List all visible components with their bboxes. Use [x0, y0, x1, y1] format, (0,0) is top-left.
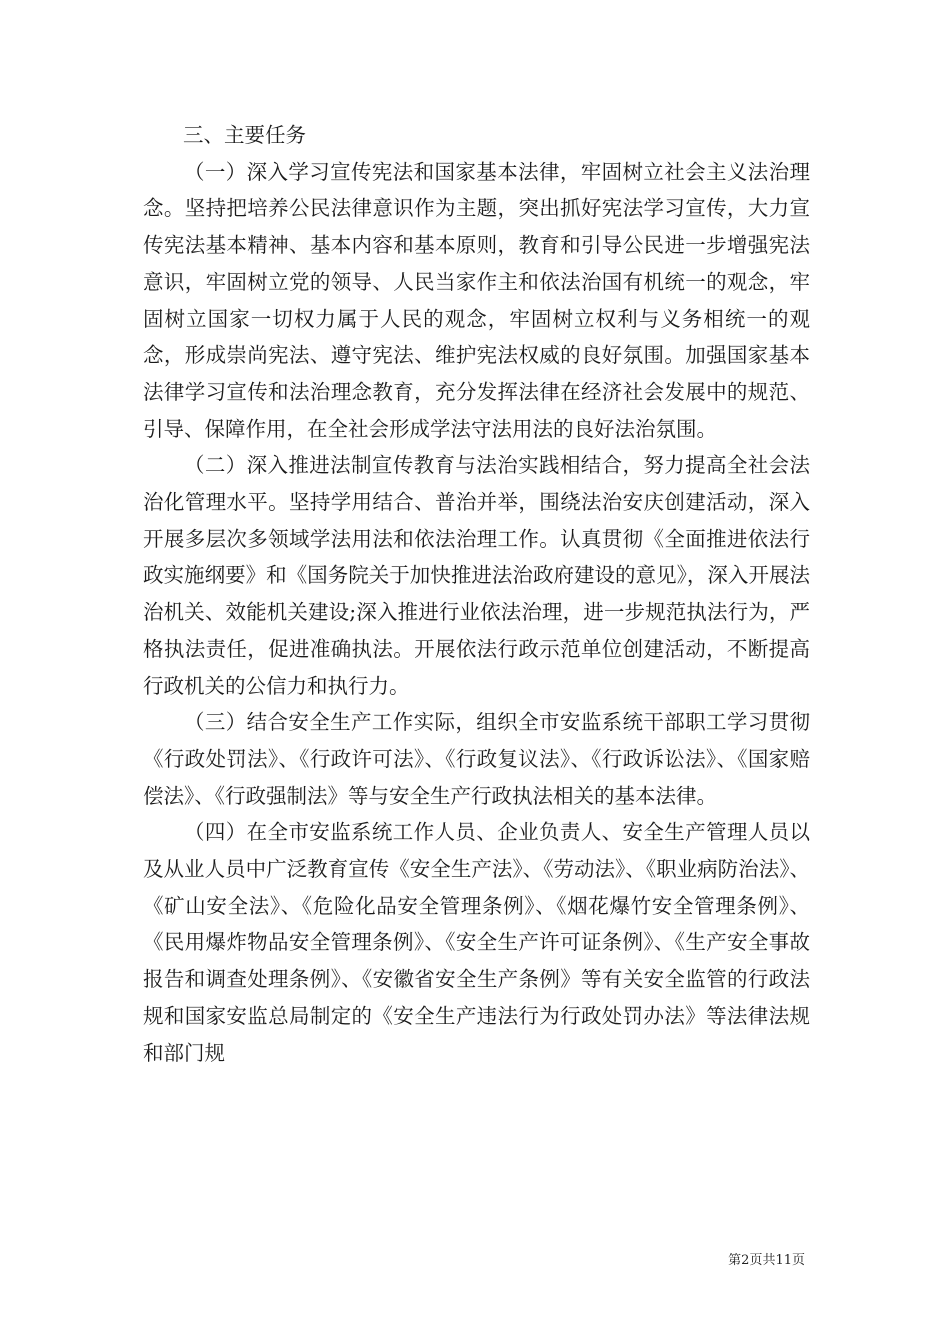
document-body	[143, 117, 810, 1071]
paragraph-2: （二）深入推进法制宣传教育与法治实践相结合，努力提高全社会法治化管理水平。坚持学用结合、普治并举，围绕法治安庆创建活动，深入开展多层次多领域学法用法和依法治理工作。认真贯彻《全面推进依法行政实施纲要》和《国务院关于加快推进法治政府建设的意见》，深入开展法治机关、效能机关建设;深入推进行业依法治理，进一步规范执法行为，严格执法责任，促进准确执法。开展依法行政示范单位创建活动，不断提高行政机关的公信力和执行力。	[143, 453, 810, 698]
paragraph-4: （四）在全市安监系统工作人员、企业负责人、安全生产管理人员以及从业人员中广泛教育宣传《安全生产法》、《劳动法》、《职业病防治法》、《矿山安全法》、《危险化品安全管理条例》、《烟花爆竹安全管理条例》、《民用爆炸物品安全管理条例》、《安全生产许可证条例》、《生产安全事故报告和调查处理条例》、《安徽省安全生产条例》等有关安全监管的行政法规和国家安监总局制定的《安全生产违法行为行政处罚办法》等法律法规和部门规	[143, 820, 810, 1065]
paragraph-3: （三）结合安全生产工作实际，组织全市安监系统干部职工学习贯彻《行政处罚法》、《行政许可法》、《行政复议法》、《行政诉讼法》、《国家赔偿法》、《行政强制法》等与安全生产行政执法相关的基本法律。	[143, 710, 810, 808]
page-number-footer: 第2页共11页	[728, 1253, 805, 1268]
section-heading: 三、主要任务	[183, 123, 306, 147]
paragraph-1: （一）深入学习宣传宪法和国家基本法律，牢固树立社会主义法治理念。坚持把培养公民法律意识作为主题，突出抓好宪法学习宣传，大力宣传宪法基本精神、基本内容和基本原则，教育和引导公民进一步增强宪法意识，牢固树立党的领导、人民当家作主和依法治国有机统一的观念，牢固树立国家一切权力属于人民的观念，牢固树立权利与义务相统一的观念，形成崇尚宪法、遵守宪法、维护宪法权威的良好氛围。加强国家基本法律学习宣传和法治理念教育，充分发挥法律在经济社会发展中的规范、引导、保障作用，在全社会形成学法守法用法的良好法治氛围。	[143, 159, 810, 441]
